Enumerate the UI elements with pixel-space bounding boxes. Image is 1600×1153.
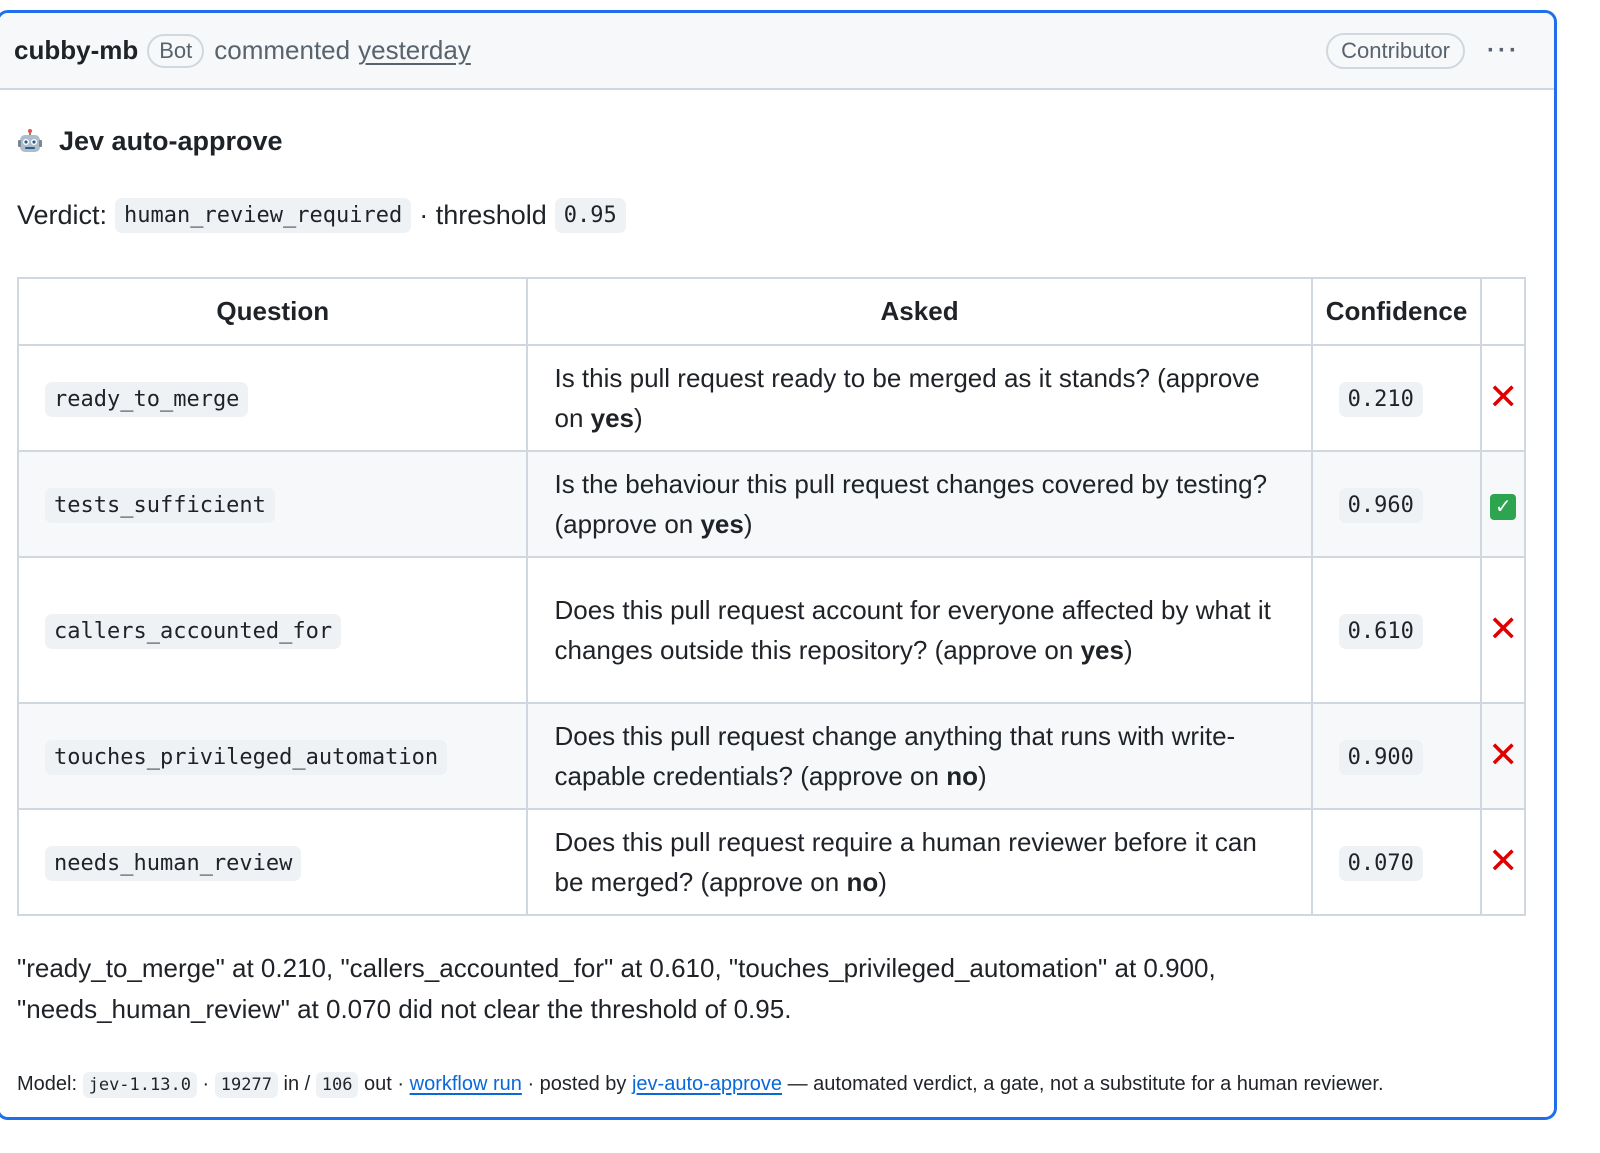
asked-end: ) [743,509,753,539]
result-cell [1481,703,1525,809]
asked-cell [527,345,1311,451]
header-question: Question [18,278,527,345]
asked-cell [527,451,1311,557]
tokens-in-label: in / [283,1073,311,1095]
cross-icon: ✕ [1488,607,1519,649]
asked-cell [527,703,1311,809]
verdict-label: Verdict: [17,200,108,230]
question-key: tests_sufficient [45,488,275,523]
tokens-out-label: out · [364,1073,405,1095]
workflow-run-link[interactable]: workflow run [409,1073,522,1095]
asked-text: Is this pull request ready to be merged as it stands? (approve on [554,363,1260,433]
asked-text: Does this pull request change anything that runs with write-capable credentials? (approve on [554,721,1236,791]
result-cell [1481,557,1525,703]
asked-end: ) [977,761,987,791]
question-key-cell [18,345,527,451]
comment-heading [17,126,283,157]
approve-on-value: yes [700,509,744,539]
footer-separator: · [202,1073,210,1095]
asked-end: ) [878,867,887,897]
posted-by-label: · posted by [527,1073,627,1095]
cross-icon: ✕ [1488,839,1519,881]
cross-icon: ✕ [1488,375,1519,417]
threshold-value: 0.95 [555,198,626,233]
check-mark-icon: ✓ [1490,494,1516,520]
asked-cell [527,809,1311,915]
approve-on-value: yes [590,403,635,433]
contributor-badge: Contributor [1326,33,1465,69]
table-row [18,345,1525,451]
question-key-cell [18,809,527,915]
approve-on-value: no [946,761,978,791]
model-version: jev-1.13.0 [83,1072,197,1098]
table-header-row [18,278,1525,345]
comment-footer [17,1073,1384,1096]
cross-icon: ✕ [1488,733,1519,775]
asked-end: ) [634,403,643,433]
author-link[interactable]: cubby-mb [14,35,139,65]
asked-end: ) [1123,635,1133,665]
heading-title: Jev auto-approve [59,126,283,156]
confidence-value: 0.210 [1339,382,1423,417]
confidence-cell [1312,345,1482,451]
asked-text: Does this pull request account for everyone affected by what it changes outside this repository? (approve on [554,595,1271,665]
table-row [18,557,1525,703]
header-asked: Asked [527,278,1311,345]
table-row [18,703,1525,809]
table-row [18,451,1525,557]
verdict-line [17,198,634,233]
confidence-cell [1312,703,1482,809]
result-cell [1481,345,1525,451]
approve-on-value: no [846,867,879,897]
question-key: callers_accounted_for [45,614,341,649]
confidence-cell [1312,557,1482,703]
question-key-cell [18,451,527,557]
confidence-value: 0.900 [1339,740,1423,775]
kebab-horizontal-icon[interactable]: ··· [1487,36,1520,64]
comment-card [0,10,1557,1120]
result-cell [1481,809,1525,915]
disclaimer-text: — automated verdict, a gate, not a substitute for a human reviewer. [787,1073,1384,1095]
tokens-out: 106 [316,1072,359,1098]
bot-badge: Bot [147,34,204,68]
question-key: ready_to_merge [45,382,248,417]
verdict-value: human_review_required [115,198,411,233]
model-label: Model: [17,1073,78,1095]
confidence-cell [1312,451,1482,557]
confidence-value: 0.610 [1339,614,1423,649]
confidence-value: 0.070 [1339,846,1423,881]
table-row [18,809,1525,915]
header-confidence: Confidence [1312,278,1482,345]
questions-table [17,277,1526,916]
threshold-label: · threshold [419,200,547,230]
asked-text: Is the behaviour this pull request changes covered by testing? (approve on [554,469,1268,539]
tokens-in: 19277 [215,1072,278,1098]
confidence-value: 0.960 [1339,488,1423,523]
confidence-cell [1312,809,1482,915]
summary-text: "ready_to_merge" at 0.210, "callers_accounted_for" at 0.610, "touches_privileged_automation" at 0.900, "needs_human_review" at 0.070 did not clear the threshold of 0.95. [17,953,1216,1024]
robot-icon [17,129,43,155]
asked-text: Does this pull request require a human reviewer before it can be merged? (approve on [554,827,1257,897]
poster-link[interactable]: jev-auto-approve [631,1073,783,1095]
comment-timestamp-link[interactable]: yesterday [358,35,471,65]
asked-cell [527,557,1311,703]
question-key: touches_privileged_automation [45,740,447,775]
header-result [1481,278,1525,345]
comment-header [0,13,1554,90]
result-cell [1481,451,1525,557]
question-key-cell [18,703,527,809]
comment-action: commented [214,35,351,65]
question-key-cell [18,557,527,703]
approve-on-value: yes [1080,635,1124,665]
question-key: needs_human_review [45,846,301,881]
